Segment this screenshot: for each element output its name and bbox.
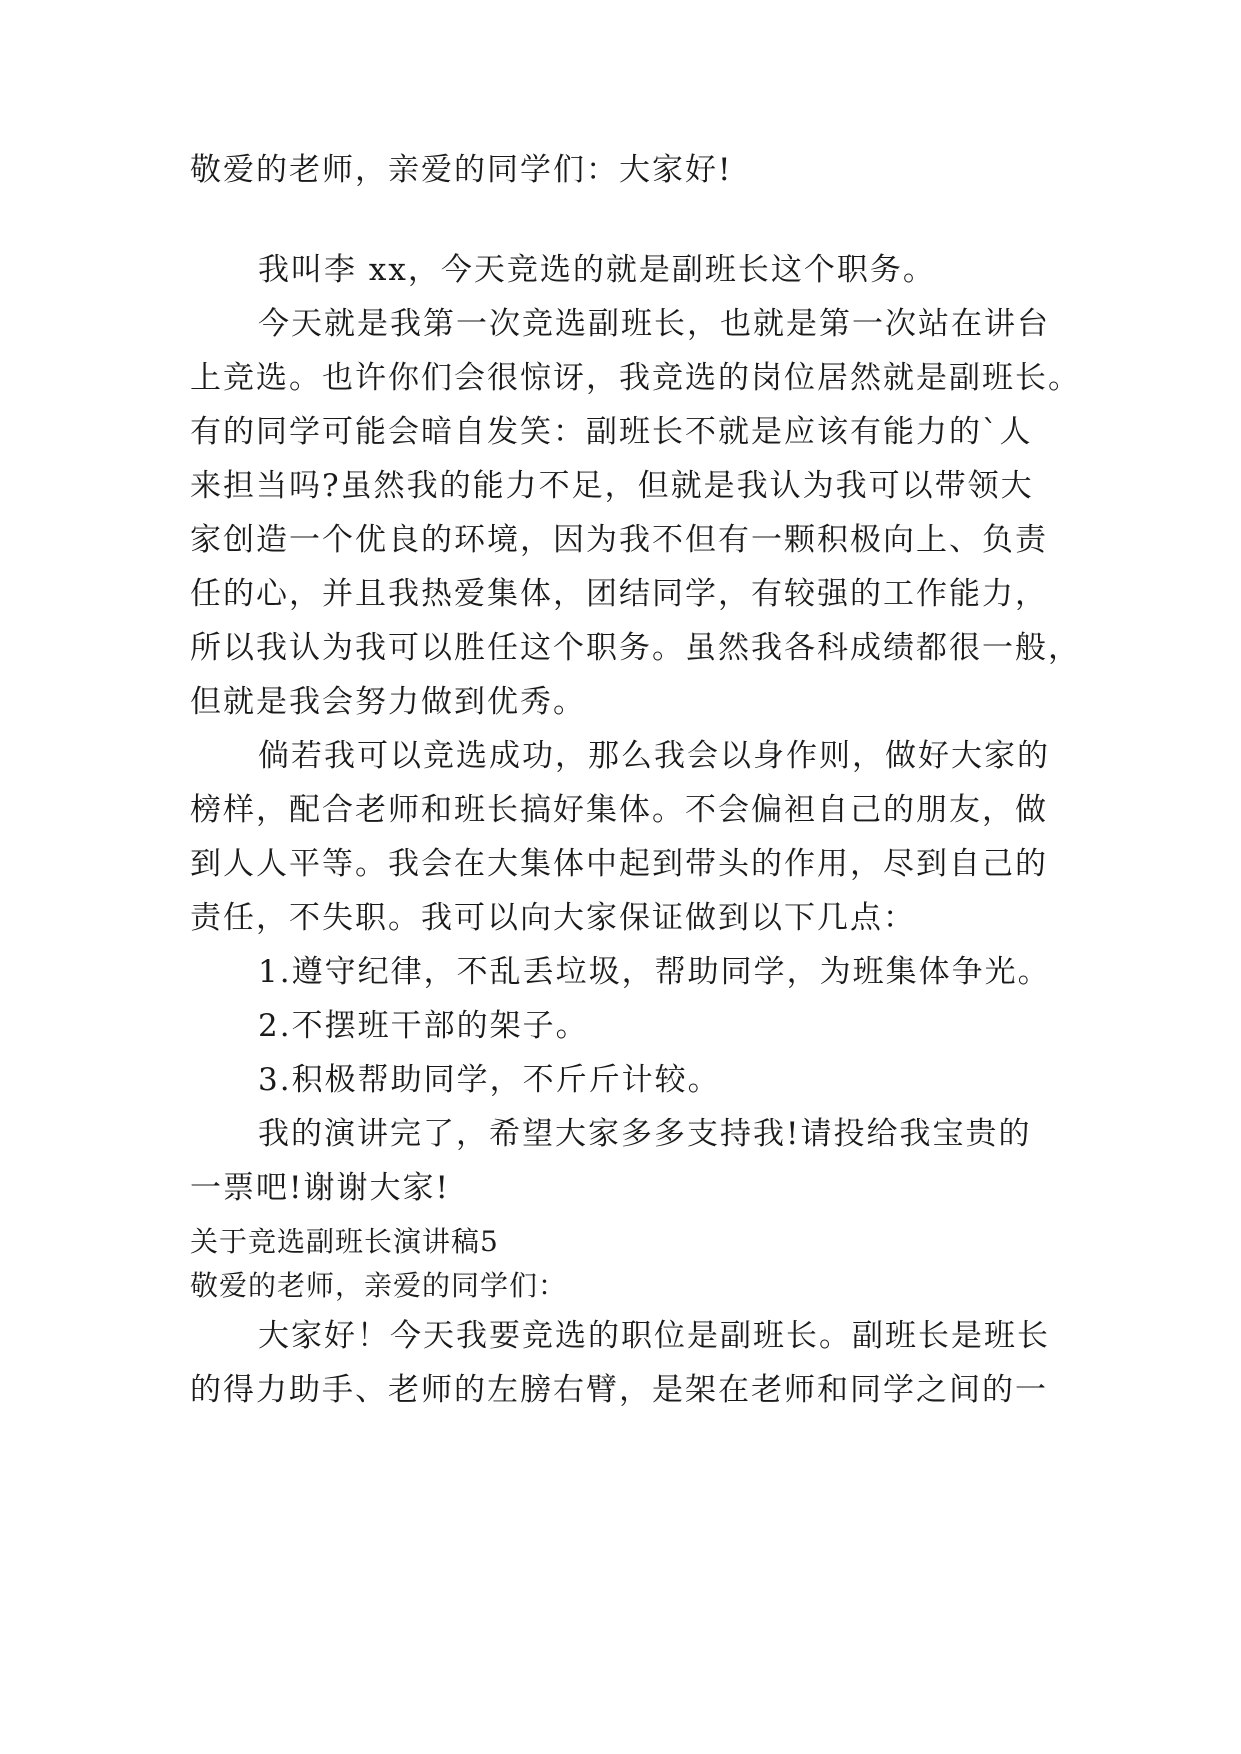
speech5-paragraph-1-line-2: 的得力助手、老师的左膀右臂，是架在老师和同学之间的一 [190,1372,1048,1408]
speech4-paragraph-2-line-3: 有的同学可能会暗自发笑：副班长不就是应该有能力的`人 [190,414,1033,450]
speech4-paragraph-1: 我叫李 xx，今天竞选的就是副班长这个职务。 [258,252,936,288]
greeting-line: 敬爱的老师，亲爱的同学们：大家好! [190,152,733,188]
speech4-paragraph-3-line-4: 责任，不失职。我可以向大家保证做到以下几点： [190,900,916,936]
speech4-paragraph-3-line-2: 榜样，配合老师和班长搞好集体。不会偏袒自己的朋友，做 [190,792,1048,828]
speech4-paragraph-2-line-2: 上竞选。也许你们会很惊讶，我竞选的岗位居然就是副班长。 [190,360,1081,396]
speech4-list-item-3: 3.积极帮助同学，不斤斤计较。 [258,1062,721,1098]
speech4-closing-line-2: 一票吧!谢谢大家! [190,1170,450,1206]
speech4-paragraph-2-line-1: 今天就是我第一次竞选副班长，也就是第一次站在讲台 [258,306,1050,342]
speech4-closing-line-1: 我的演讲完了，希望大家多多支持我!请投给我宝贵的 [258,1116,1032,1152]
speech4-list-item-1: 1.遵守纪律，不乱丢垃圾，帮助同学，为班集体争光。 [258,954,1051,990]
speech4-list-item-2: 2.不摆班干部的架子。 [258,1008,589,1044]
speech4-paragraph-3-line-3: 到人人平等。我会在大集体中起到带头的作用，尽到自己的 [190,846,1048,882]
speech5-title: 关于竞选副班长演讲稿5 [190,1225,499,1258]
speech4-paragraph-3-line-1: 倘若我可以竞选成功，那么我会以身作则，做好大家的 [258,738,1050,774]
speech5-paragraph-1-line-1: 大家好！今天我要竞选的职位是副班长。副班长是班长 [258,1318,1050,1354]
speech4-paragraph-2-line-8: 但就是我会努力做到优秀。 [190,684,586,720]
speech4-paragraph-2-line-5: 家创造一个优良的环境，因为我不但有一颗积极向上、负责 [190,522,1048,558]
speech4-paragraph-2-line-6: 任的心，并且我热爱集体，团结同学，有较强的工作能力， [190,576,1048,612]
speech4-paragraph-2-line-7: 所以我认为我可以胜任这个职务。虽然我各科成绩都很一般， [190,630,1081,666]
speech5-salutation: 敬爱的老师，亲爱的同学们： [190,1269,568,1302]
speech4-paragraph-2-line-4: 来担当吗?虽然我的能力不足，但就是我认为我可以带领大 [190,468,1034,504]
